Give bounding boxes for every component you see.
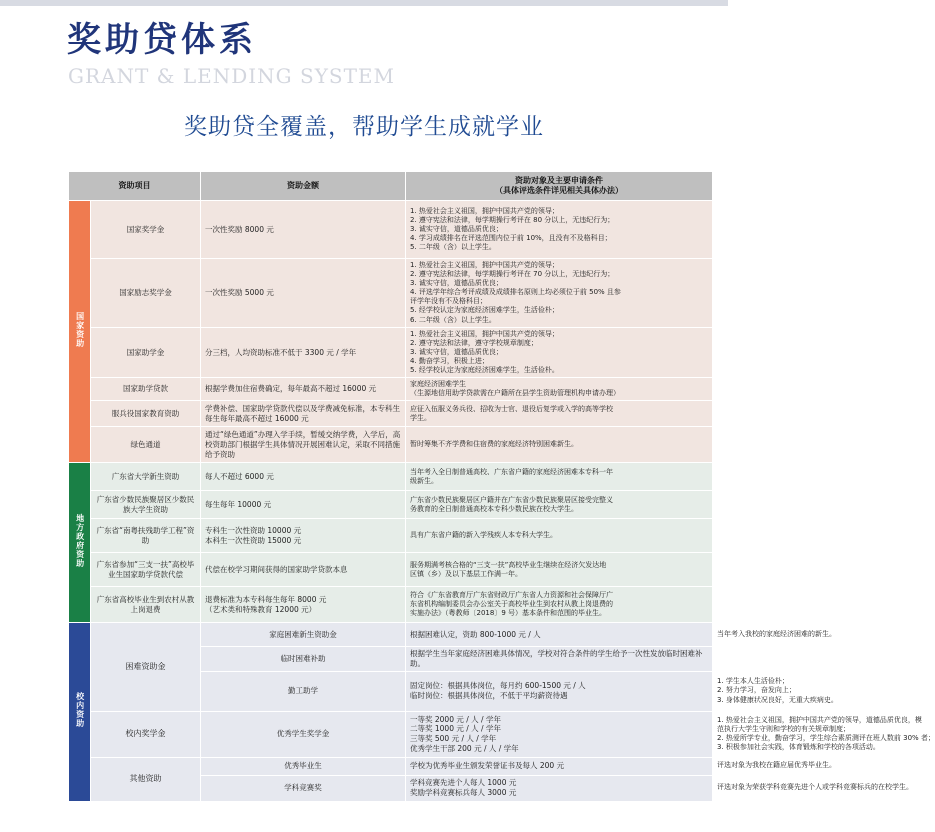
table-row: [69, 327, 713, 377]
table-row: [69, 201, 713, 259]
conditions-cell: [406, 401, 713, 427]
amount-cell: 学校为优秀毕业生颁发荣誉证书及每人 200 元: [406, 757, 713, 775]
amount-cell: 每人不超过 6000 元: [201, 463, 406, 491]
group-school-scholarship: 校内奖学金: [91, 711, 201, 757]
item-name: 广东省高校毕业生到农村从教上岗退费: [91, 587, 201, 623]
item-name: 国家助学金: [91, 327, 201, 377]
conditions-cell: [406, 463, 713, 491]
condition-line: 学生。: [410, 413, 431, 422]
condition-line: 东省机构编制委员会办公室关于高校毕业生到农村从教上岗退费的: [410, 600, 613, 609]
item-name: 国家助学贷款: [91, 378, 201, 401]
item-name: 国家奖学金: [91, 201, 201, 259]
table-row: [69, 427, 713, 463]
header-item: 资助项目: [69, 172, 201, 201]
table-row: 勤工助学 固定岗位：根据具体岗位，每月约 600-1500 元 / 人 临时岗位：根据具体岗位，不低于平均薪资待遇 1. 学生本人生活俭朴； 2. 努力学习，奋发向上； 3. 身体健康状况良好，无重大疾病史。: [69, 671, 713, 711]
condition-line: 务教育的全日制普通高校本专科少数民族在校大学生。: [410, 504, 578, 513]
condition-line: 5. 经学校认定为家庭经济困难学生，生活俭朴。: [410, 366, 559, 375]
amount-cell: 固定岗位：根据具体岗位，每月约 600-1500 元 / 人 临时岗位：根据具体岗位，不低于平均薪资待遇: [406, 671, 713, 711]
condition-line: 当年考入全日制普通高校、广东省户籍的家庭经济困难本专科一年: [410, 467, 613, 476]
item-name: 优秀学生奖学金: [201, 711, 406, 757]
table-row: [69, 553, 713, 587]
item-name: 绿色通道: [91, 427, 201, 463]
amount-cell: 专科生一次性资助 10000 元 本科生一次性资助 15000 元: [201, 519, 406, 553]
item-name: 广东省参加“三支一扶”高校毕业生国家助学贷款代偿: [91, 553, 201, 587]
table-row: [69, 491, 713, 519]
item-name: 学科竞赛奖: [201, 775, 406, 801]
condition-line: 5. 二年级（含）以上学生。: [410, 243, 496, 252]
condition-line: 暂时筹集不齐学费和住宿费的家庭经济特别困难新生。: [410, 440, 578, 449]
condition-line: 2. 遵守宪法和法律，每学期操行考评在 80 分以上，无违纪行为；: [410, 215, 615, 224]
table-header-row: [69, 172, 713, 201]
category-school: 校内资助: [69, 623, 91, 801]
conditions-cell: [406, 553, 713, 587]
amount-cell: 学费补偿、国家助学贷款代偿以及学费减免标准，本专科生每生每年最高不超过 16000 元: [201, 401, 406, 427]
amount-cell: 一次性奖励 8000 元: [201, 201, 406, 259]
condition-line: 具有广东省户籍的新入学残疾人本专科大学生。: [410, 531, 557, 540]
conditions-cell: [406, 259, 713, 328]
table-row: 校内奖学金 优秀学生奖学金 一等奖 2000 元 / 人 / 学年 二等奖 1000 元 / 人 / 学年 三等奖 500 元 / 人 / 学年 优秀学生干部 200 元 / 人 / 学年 1. 热爱社会主义祖国，拥护中国共产党的领导，道德品质优良，模 范执行大学生守则和学校的有关规章制度； 2. 热爱所学专业，勤奋学习，学生综合素质测评在班人数前 30% 者； 3. 积极参加社会实践，体育锻炼和学校的各项活动。: [69, 711, 713, 757]
item-name: 临时困难补助: [201, 647, 406, 671]
table-row: 学科竞赛奖 学科竞赛先进个人每人 1000 元 奖励学科竞赛标兵每人 3000 元 评选对象为荣获学科竞赛先进个人或学科竞赛标兵的在校学生。: [69, 775, 713, 801]
conditions-cell: [406, 491, 713, 519]
condition-line: （生源地信用助学贷款需在户籍所在县学生资助管理机构申请办理）: [410, 389, 620, 398]
header-conditions: 资助对象及主要申请条件 （具体评选条件详见相关具体办法）: [406, 172, 713, 201]
item-name: 国家励志奖学金: [91, 259, 201, 328]
table-row: [69, 378, 713, 401]
condition-line: 1. 热爱社会主义祖国，拥护中国共产党的领导；: [410, 261, 559, 269]
item-name: 勤工助学: [201, 671, 406, 711]
page-title: 奖助贷体系: [67, 20, 257, 60]
condition-line: 1. 热爱社会主义祖国，拥护中国共产党的领导；: [410, 206, 559, 215]
condition-line: 家庭经济困难学生: [410, 380, 466, 389]
amount-cell: 根据学费加住宿费确定，每年最高不超过 16000 元: [201, 378, 406, 401]
table-row: [69, 463, 713, 491]
condition-line: 3. 诚实守信，道德品质优良；: [410, 224, 503, 233]
conditions-cell: [406, 327, 713, 377]
condition-line: 广东省少数民族聚居区户籍并在广东省少数民族聚居区接受完整义: [410, 495, 613, 504]
amount-cell: 根据困难认定，资助 800-1000 元 / 人: [406, 623, 713, 647]
item-name: 家庭困难新生资助金: [201, 623, 406, 647]
item-name: 优秀毕业生: [201, 757, 406, 775]
table-row: [69, 519, 713, 553]
amount-cell: 通过“绿色通道”办理入学手续，暂缓交纳学费，入学后，高校资助部门根据学生具体情况开展困难认定，采取不同措施给予资助: [201, 427, 406, 463]
condition-line: 6. 二年级（含）以上学生。: [410, 315, 496, 324]
condition-line: 评学年没有不及格科目；: [410, 297, 487, 306]
category-national: 国家资助: [69, 201, 91, 463]
condition-line: 3. 诚实守信，道德品质优良；: [410, 279, 503, 288]
table-row: [69, 401, 713, 427]
condition-line: 4. 学习成绩排名在评选范围内位于前 10%，且没有不及格科目；: [410, 234, 612, 243]
header-amount: 资助金额: [201, 172, 406, 201]
condition-line: 4. 评选学年综合考评成绩及成绩排名原则上均必须位于前 50% 且参: [410, 288, 621, 297]
top-bar: [0, 0, 728, 6]
amount-cell: 学科竞赛先进个人每人 1000 元 奖励学科竞赛标兵每人 3000 元: [406, 775, 713, 801]
table-row: 校内资助 困难资助金 家庭困难新生资助金 根据困难认定，资助 800-1000 元 / 人 当年考入我校的家庭经济困难的新生。: [69, 623, 713, 647]
condition-line: 5. 经学校认定为家庭经济困难学生，生活俭朴；: [410, 306, 559, 315]
amount-cell: 根据学生当年家庭经济困难具体情况，学校对符合条件的学生给予一次性发放临时困难补助。: [406, 647, 713, 671]
condition-line: 区镇（乡）及以下基层工作满一年。: [410, 569, 522, 578]
aid-table: [68, 171, 935, 802]
conditions-cell: [406, 378, 713, 401]
conditions-cell: [406, 519, 713, 553]
item-name: 广东省少数民族聚居区少数民族大学生资助: [91, 491, 201, 519]
category-local-government: 地方政府资助: [69, 463, 91, 623]
item-name: 广东省大学新生资助: [91, 463, 201, 491]
condition-line: 1. 热爱社会主义祖国，拥护中国共产党的领导；: [410, 329, 559, 338]
conditions-cell: [406, 201, 713, 259]
table-row: [69, 587, 713, 623]
page-title-english: GRANT & LENDING SYSTEM: [68, 64, 396, 88]
condition-line: 3. 诚实守信，道德品质优良；: [410, 347, 503, 356]
condition-line: 服务期满考核合格的“三支一扶”高校毕业生继续在经济欠发达地: [410, 560, 607, 569]
group-hardship-aid: 困难资助金: [91, 623, 201, 711]
amount-cell: 退费标准为本专科每生每年 8000 元 （艺术类和特殊教育 12000 元）: [201, 587, 406, 623]
item-name: 广东省“南粤扶残助学工程”资助: [91, 519, 201, 553]
amount-cell: 每生每年 10000 元: [201, 491, 406, 519]
page-subtitle: 奖助贷全覆盖，帮助学生成就学业: [184, 114, 544, 140]
amount-cell: 一等奖 2000 元 / 人 / 学年 二等奖 1000 元 / 人 / 学年 三等奖 500 元 / 人 / 学年 优秀学生干部 200 元 / 人 / 学年: [406, 711, 713, 757]
group-other-aid: 其他资助: [91, 757, 201, 801]
condition-line: 实施办法》（粤教师〔2018〕9 号）基本条件和范围的毕业生。: [410, 609, 606, 618]
condition-line: 2. 遵守宪法和法律，每学期操行考评在 70 分以上，无违纪行为；: [410, 270, 615, 279]
condition-line: 2. 遵守宪法和法律，遵守学校规章制度；: [410, 338, 538, 347]
item-name: 服兵役国家教育资助: [91, 401, 201, 427]
amount-cell: 一次性奖励 5000 元: [201, 259, 406, 328]
conditions-cell: [406, 587, 713, 623]
table-row: [69, 259, 713, 328]
condition-line: 级新生。: [410, 476, 438, 485]
condition-line: 4. 勤奋学习，积极上进；: [410, 356, 489, 365]
amount-cell: 代偿在校学习期间获得的国家助学贷款本息: [201, 553, 406, 587]
amount-cell: 分三档，人均资助标准不低于 3300 元 / 学年: [201, 327, 406, 377]
condition-line: 应征入伍服义务兵役、招收为士官、退役后复学或入学的高等学校: [410, 404, 613, 413]
table-row: 其他资助 优秀毕业生 学校为优秀毕业生颁发荣誉证书及每人 200 元 评选对象为我校在籍应届优秀毕业生。: [69, 757, 713, 775]
condition-line: 符合《广东省教育厅广东省财政厅广东省人力资源和社会保障厅广: [410, 591, 613, 600]
conditions-cell: [406, 427, 713, 463]
